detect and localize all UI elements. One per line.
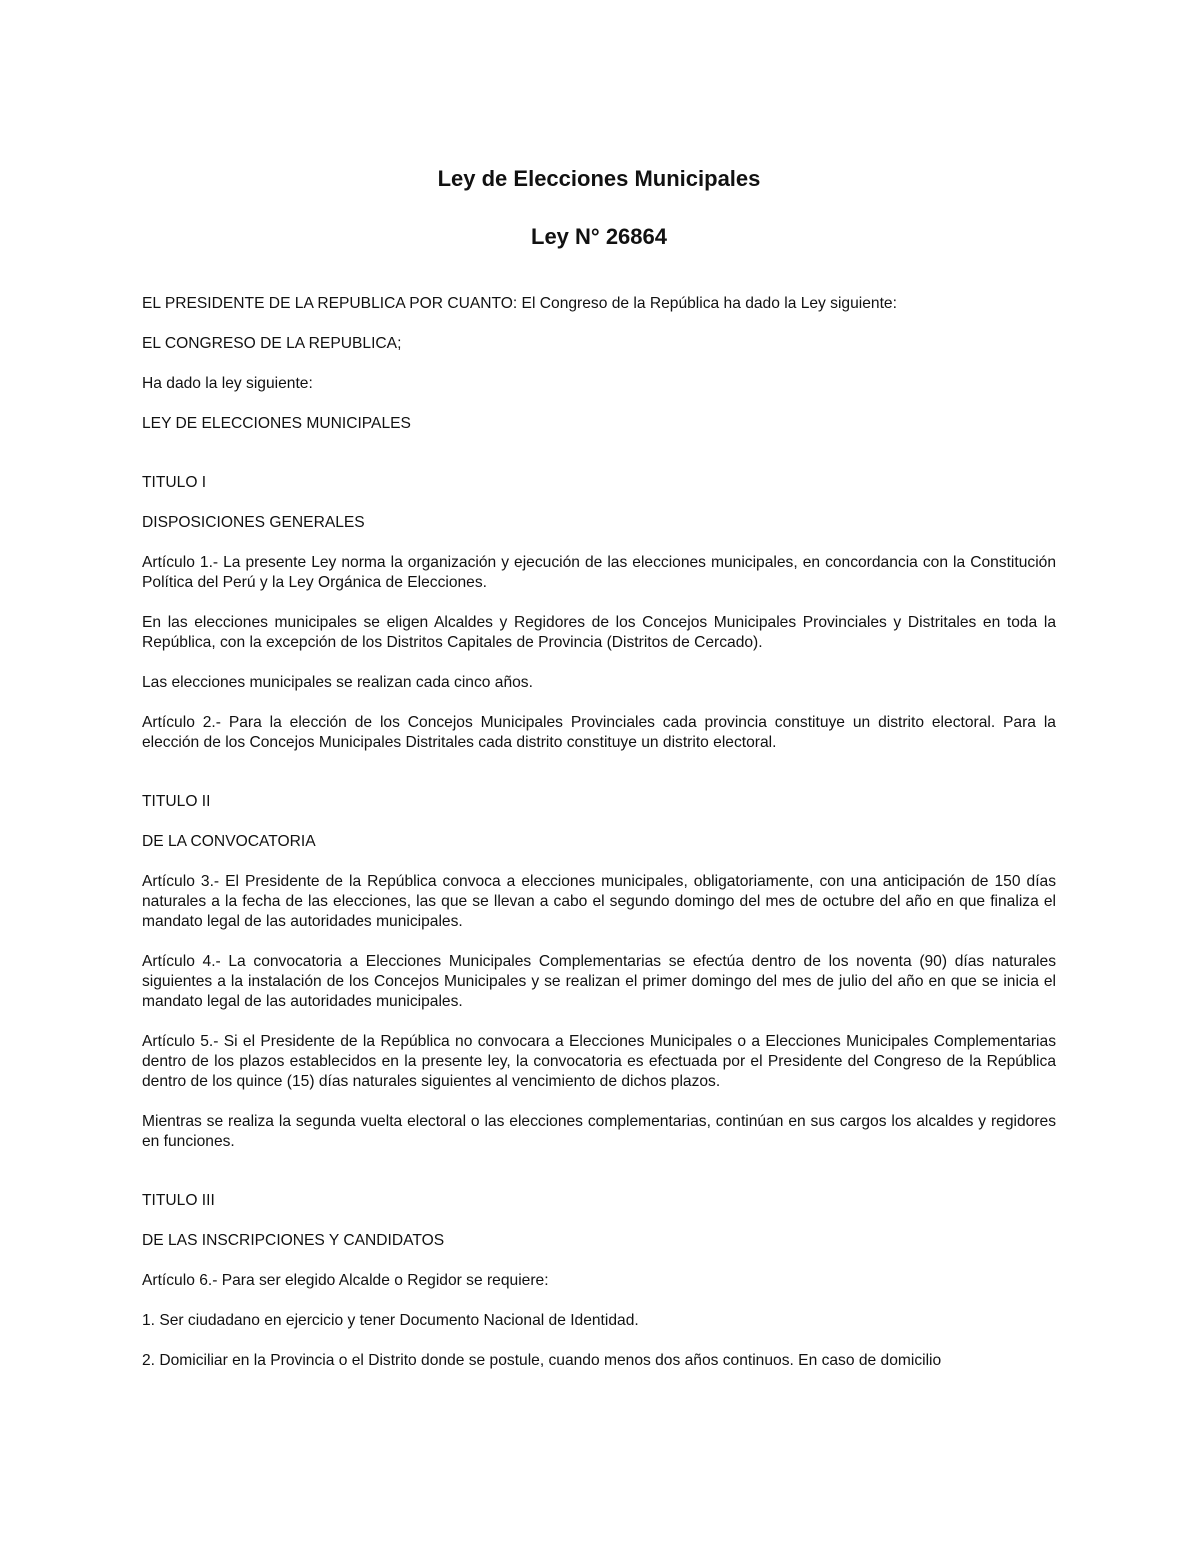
title-3-name: DE LAS INSCRIPCIONES Y CANDIDATOS (142, 1232, 445, 1249)
article-5-paragraph: Artículo 5.- Si el Presidente de la República no convocara a Elecciones Municipales o a Elecciones Municipales Complementarias dentro de los plazos establecidos en la presente ley, la convocatoria es efectuada por el Presidente del Congreso de la República dentro de los quince (15) días naturales siguientes al vencimiento de dichos plazos. (142, 1033, 1056, 1090)
document-page (142, 164, 1056, 1371)
article-1-paragraph-3: Las elecciones municipales se realizan cada cinco años. (142, 674, 533, 691)
law-name-heading: LEY DE ELECCIONES MUNICIPALES (142, 415, 411, 432)
title-3-heading: TITULO III (142, 1192, 215, 1209)
preamble-president: EL PRESIDENTE DE LA REPUBLICA POR CUANTO: El Congreso de la República ha dado la Ley siguiente: (142, 295, 897, 312)
title-1-name: DISPOSICIONES GENERALES (142, 514, 365, 531)
article-6-item-1: 1. Ser ciudadano en ejercicio y tener Documento Nacional de Identidad. (142, 1312, 639, 1329)
title-2-name: DE LA CONVOCATORIA (142, 833, 316, 850)
article-3-paragraph: Artículo 3.- El Presidente de la República convoca a elecciones municipales, obligatoriamente, con una anticipación de 150 días naturales a la fecha de las elecciones, las que se llevan a cabo el segundo domingo del mes de octubre del año en que finaliza el mandato legal de las autoridades municipales. (142, 873, 1056, 930)
title-2-heading: TITULO II (142, 793, 211, 810)
article-5-paragraph-2: Mientras se realiza la segunda vuelta electoral o las elecciones complementarias, continúan en sus cargos los alcaldes y regidores en funciones. (142, 1113, 1056, 1150)
article-4-paragraph: Artículo 4.- La convocatoria a Elecciones Municipales Complementarias se efectúa dentro de los noventa (90) días naturales siguientes a la instalación de los Concejos Municipales y se realizan el primer domingo del mes de julio del año en que se inicia el mandato legal de las autoridades municipales. (142, 953, 1056, 1010)
article-6-item-2: 2. Domiciliar en la Provincia o el Distrito donde se postule, cuando menos dos años continuos. En caso de domicilio (142, 1352, 942, 1369)
article-2-paragraph: Artículo 2.- Para la elección de los Concejos Municipales Provinciales cada provincia constituye un distrito electoral. Para la elección de los Concejos Municipales Distritales cada distrito constituye un distrito electoral. (142, 714, 1056, 751)
preamble-decree: Ha dado la ley siguiente: (142, 375, 313, 392)
article-6-paragraph: Artículo 6.- Para ser elegido Alcalde o Regidor se requiere: (142, 1272, 549, 1289)
article-1-paragraph-2: En las elecciones municipales se eligen Alcaldes y Regidores de los Concejos Municipales Provinciales y Distritales en toda la República, con la excepción de los Distritos Capitales de Provincia (Distritos de Cercado). (142, 614, 1056, 651)
preamble-congress: EL CONGRESO DE LA REPUBLICA; (142, 335, 402, 352)
title-1-heading: TITULO I (142, 474, 207, 491)
document-title: Ley de Elecciones Municipales (437, 166, 761, 191)
article-1-paragraph: Artículo 1.- La presente Ley norma la organización y ejecución de las elecciones municipales, en concordancia con la Constitución Política del Perú y la Ley Orgánica de Elecciones. (142, 554, 1056, 591)
document-subtitle: Ley N° 26864 (531, 224, 667, 249)
